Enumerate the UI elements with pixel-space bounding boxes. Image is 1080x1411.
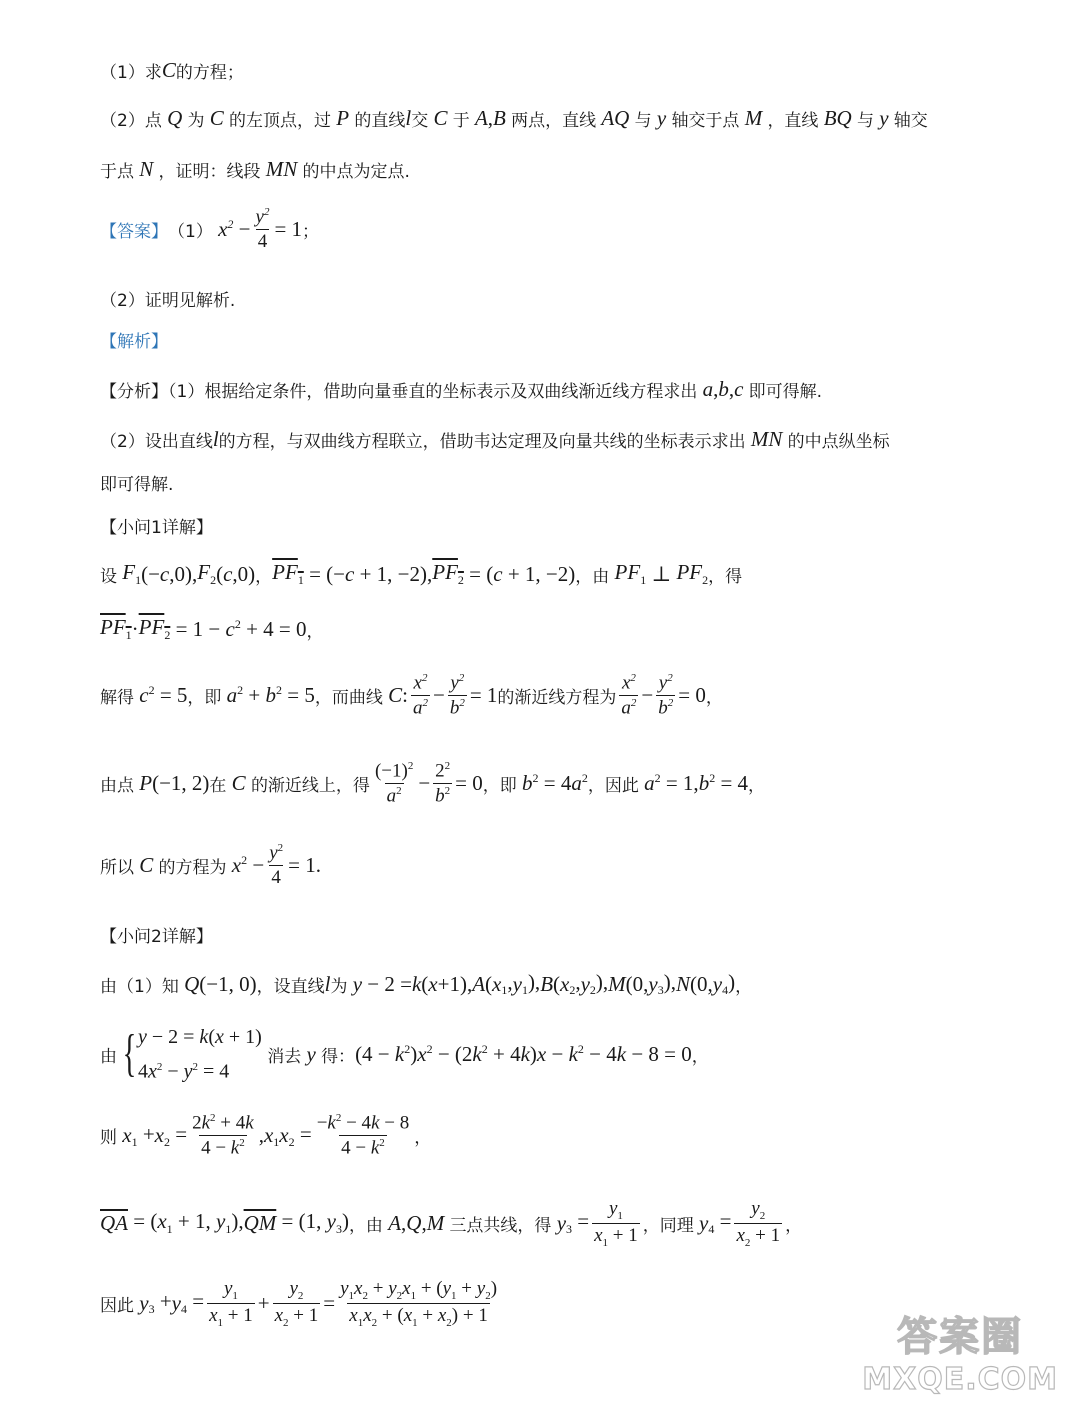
watermark-top-text: 答案圈 (897, 1314, 1024, 1360)
problem-part2-line2: 于点 N ，证明：线段 MN 的中点为定点. (100, 157, 410, 182)
problem-part1: （1）求 C 的方程； (100, 58, 244, 83)
sub2-line3: 则 x $_1$ + x $_2$ = $\frac{2k^2 + 4k}{4 - k^2}$ , x $_1$ x $_2$ = $\frac{-k^2 - 4k - 8}{4 - k^2}$ ， (100, 1112, 432, 1159)
sub1-line4: 由点 P (−1, 2) 在 C 的渐近线上，得 $\frac{(-1)^2}{a^2}$ − $\frac{2^2}{b^2}$ = 0 ，即 $b^2$ = $4a^2$ ，因此 $a^2$ = $1,b^2 = 4$ ， (100, 760, 766, 807)
sub1-line2: $PF_1$ · $PF_2$ = $1 - c^2 + 4 = 0$ ， (100, 615, 324, 643)
sub1-title: 【小问1详解】 (100, 518, 213, 538)
sub1-line1: 设 $F_1$ (−c,0), $F_2$ (c,0) ， $PF_1$ = (−c + 1, −2), $PF_2$ = (c + 1, −2) ，由 $PF_1$ ⊥ $PF_2$ ，得 (100, 560, 743, 588)
fenxi-line1: 【分析】（1）根据给定条件，借助向量垂直的坐标表示及双曲线渐近线方程求出 a , b , c 即可得解. (100, 377, 823, 402)
sub2-line5: 因此 y $_3$ + y $_4$ = $\frac{y_1}{x_1 + 1}$ + $\frac{y_2}{x_2 + 1}$ = $\frac{y_1x_2 + y_2x_1 + (y_1 + y_2)}{x_1x_2 + (x_1 + x_2) + 1}$ (100, 1278, 498, 1329)
watermark-logo (862, 1305, 1058, 1397)
problem-part2-line1: （2）点 Q 为 C 的左顶点，过 P 的直线 l 交 C 于 A , B 两点，直线 AQ 与 y 轴交于点 M ，直线 BQ 与 y 轴交 (100, 106, 928, 131)
answer-tag: 【答案】 (100, 222, 168, 243)
sub2-line2: 由 { y − 2 = k(x + 1) $4x^2 - y^2 = 4$ 消去 y 得： $(4 - k^2)x^2 - (2k^2 + 4k)x - k^2 - 4k - 8 = 0$ ， (100, 1025, 709, 1083)
sub2-line1: 由（1）知 Q (−1, 0) ，设直线 l 为 y − 2 = k ( x +1), A ( x $_1$, y $_1$), B ( x $_2$, y $_2$), M (0, y $_3$), N (0, y $_4$) ， (100, 970, 753, 998)
sub2-title: 【小问2详解】 (100, 927, 213, 947)
sub1-line3: 解得 $c^2$ = 5 ，即 $a^2$ + $b^2$ = 5 ，而曲线 C : $\frac{x^2}{a^2}$ − $\frac{y^2}{b^2}$ = 1 的渐近线方程为 $\frac{x^2}{a^2}$ − $\frac{y^2}{b^2}$ = 0 ， (100, 672, 723, 719)
analysis-tag: 【解析】 (100, 332, 168, 352)
sub2-line4: $\overline{QA}$ = ($x_1 + 1$, $y_1$), $\overline{QM}$ = (1, $y_3$) ，由 A , Q , M 三点共线，得 y $_3$ = $\frac{y_1}{x_1 + 1}$ ，同理 y $_4$ = $\frac{y_2}{x_2 + 1}$ ， (100, 1198, 803, 1249)
sub1-line5: 所以 C 的方程为 $x^2$ − $\frac{y^2}{4}$ = 1. (100, 842, 321, 889)
answer-part1: 【答案】 （1） $x^2$ − $\frac{y^2}{4}$ = 1 ； (100, 206, 320, 253)
fenxi-line2: （2）设出直线 l 的方程，与双曲线方程联立，借助韦达定理及向量共线的坐标表示求出 MN 的中点纵坐标 (100, 427, 890, 452)
watermark-bottom-text: MXQE.COM (862, 1362, 1058, 1397)
answer-part2: （2）证明见解析. (100, 291, 236, 311)
fenxi-line3: 即可得解. (100, 475, 174, 495)
